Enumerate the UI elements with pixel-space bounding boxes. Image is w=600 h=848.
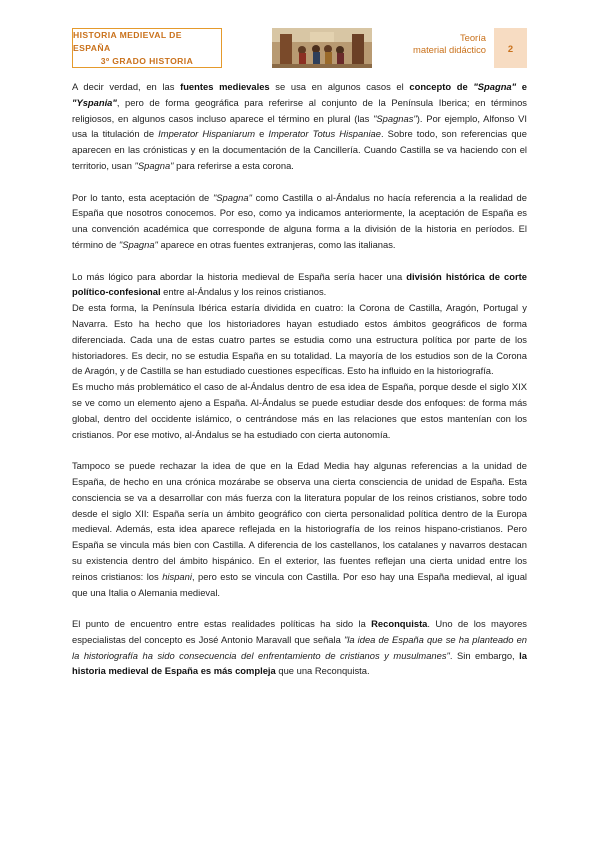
italic-text: Imperator Totus Hispaniae (268, 128, 381, 140)
text: Lo más lógico para abordar la historia medieval de España sería hacer una (72, 270, 407, 282)
text: , pero de forma geográfica para referirse al conjunto de la Península Iberica; en términos religiosos, en algunos casos incluso aparece el término en plural (las (72, 96, 527, 124)
text: aparece en otras fuentes extranjeras, como las italianas. (157, 238, 396, 250)
paragraph-2 (72, 190, 527, 253)
italic-text: "Spagna" (134, 159, 174, 171)
paragraph-6 (72, 458, 527, 600)
paragraph-1 (72, 79, 527, 174)
text: Tampoco se puede rechazar la idea de que en la Edad Media hay algunas referencias a la unidad de España, de hecho en una crónica mozárabe se observa una cierta consciencia de unidad de España. Esta consciencia se va a desarrollar con más fuerza con la literatura popular de los reinos cristianos, sobre todo desde el siglo XII: España sería un ámbito geográfico con cierta personalidad política dentro de la Europa medieval. Además, esta idea aparece reflejada en la historiografía de los reinos hispano-cristianos. Pero España se vincula más bien con Castilla. A diferencia de los castellanos, los catalanes y navarros destacan su existencia dentro del ámbito hispánico. En el exterior, las fuentes reflejan una cierta unidad entre los reinos cristianos: los (72, 460, 527, 582)
text: Por lo tanto, esta aceptación de (72, 191, 213, 203)
italic-text: "Spagna" (212, 191, 252, 203)
italic-text: "la idea de España que se ha planteado en la historiografía ha sido consecuencia del enfrentamiento de cristianos y musulmanes" (72, 633, 527, 661)
text: para referirse a esta corona. (173, 159, 294, 171)
bold-text: concepto de (409, 81, 474, 92)
page-content (72, 79, 527, 679)
text: entre al-Ándalus y los reinos cristianos. (160, 286, 327, 298)
text: El punto de encuentro entre estas realidades políticas ha sido la (72, 618, 372, 630)
text: . Sobre todo, son referencias que aparecen en las crónisticas y en la documentación de la Cancillería. Cuando Castilla se va haciendo con el territorio, usan (72, 128, 527, 171)
bold-text: e (516, 81, 527, 92)
section-label: Teoría (459, 32, 486, 43)
bold-text: la historia medieval de España es más compleja (72, 649, 527, 677)
paragraph-7 (72, 616, 527, 679)
text: e (255, 128, 269, 140)
text: . Uno de los mayores especialistas del concepto es José Antonio Maravall que señala (72, 618, 527, 645)
course-title: HISTORIA MEDIEVAL DE ESPAÑA (73, 29, 182, 53)
medieval-painting-image (272, 28, 372, 68)
bold-italic-text: "Spagna" (473, 81, 517, 92)
text: . Sin embargo, (449, 649, 520, 661)
text: ). Por ejemplo, Alfonso VI usa la titulación de (72, 112, 528, 140)
page-number: 2 (494, 28, 527, 68)
italic-text: "Spagna" (118, 238, 158, 250)
italic-text: Imperator Hispaniarum (158, 128, 255, 140)
medieval-painting-icon (272, 28, 372, 68)
header-right-label (372, 28, 494, 68)
text: que una Reconquista. (275, 665, 370, 677)
italic-text: "Spagnas" (373, 112, 417, 124)
italic-text: hispani (162, 570, 192, 582)
bold-italic-text: "Yspania" (72, 96, 117, 108)
text: A decir verdad, en las (72, 81, 181, 92)
course-title-box (72, 28, 222, 68)
bold-text: Reconquista (371, 618, 428, 630)
text: como Castilla o al-Ándalus no hacía referencia a la realidad de España que nosotros conocemos. Por eso, como ya indicamos anteriormente, la aceptación de España es una convención académica que corresponde de alguna forma a la división de la historia en períodos. El término de (72, 191, 527, 250)
material-label: material didáctico (413, 44, 486, 55)
paragraph-3 (72, 269, 527, 301)
paragraph-4: De esta forma, la Península Ibérica estaría dividida en cuatro: la Corona de Castilla, Aragón, Portugal y Navarra. Esto ha hecho que los historiadores hayan estudiado estos ámbitos geográficos de forma diferenciada. Cada una de estas cuatro partes se estudia como una estructura política por parte de los historiadores. Es decir, no se estudia España en su totalidad. La mayoría de los estudios son de la Corona de Aragón, y de Castilla se han estudiado cuestiones específicas. Esto ha influido en la historiografía. (72, 302, 527, 377)
text: , pero esto se vincula con Castilla. Por eso hay una España medieval, al igual que una Italia o Alemania medieval. (72, 570, 527, 598)
bold-text: fuentes medievales (180, 81, 270, 92)
text: se usa en algunos casos el (269, 81, 410, 92)
bold-text: división histórica de corte político-confesional (72, 270, 527, 298)
page-header (72, 28, 527, 72)
course-subtitle: 3º GRADO HISTORIA (100, 55, 194, 66)
paragraph-5: Es mucho más problemático el caso de al-Ándalus dentro de esa idea de España, porque desde el siglo XIX se ve como un elemento ajeno a España. Al-Ándalus se puede estudiar desde dos enfoques: de forma más global, dentro del occidente islámico, o centrándose más en las relaciones que estos mantenían con los cristianos. Por ese motivo, al-Ándalus se ha estudiado con cierta autonomía. (72, 381, 527, 440)
